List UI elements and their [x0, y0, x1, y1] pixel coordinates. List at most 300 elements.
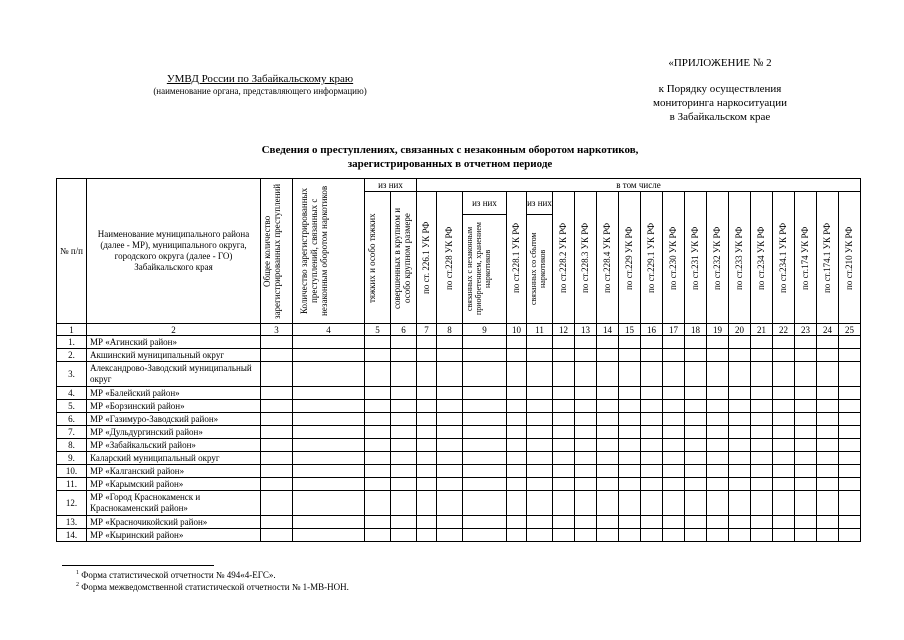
- data-cell[interactable]: [417, 387, 437, 400]
- data-cell[interactable]: [685, 465, 707, 478]
- data-cell[interactable]: [527, 452, 553, 465]
- data-cell[interactable]: [527, 516, 553, 529]
- data-cell[interactable]: [839, 362, 861, 387]
- data-cell[interactable]: [795, 362, 817, 387]
- data-cell[interactable]: [293, 465, 365, 478]
- data-cell[interactable]: [597, 413, 619, 426]
- data-cell[interactable]: [527, 478, 553, 491]
- data-cell[interactable]: [751, 452, 773, 465]
- data-cell[interactable]: [553, 426, 575, 439]
- data-cell[interactable]: [261, 516, 293, 529]
- data-cell[interactable]: [685, 439, 707, 452]
- data-cell[interactable]: [707, 452, 729, 465]
- data-cell[interactable]: [365, 413, 391, 426]
- data-cell[interactable]: [261, 478, 293, 491]
- data-cell[interactable]: [463, 516, 507, 529]
- data-cell[interactable]: [293, 426, 365, 439]
- data-cell[interactable]: [663, 529, 685, 542]
- data-cell[interactable]: [575, 349, 597, 362]
- data-cell[interactable]: [663, 426, 685, 439]
- data-cell[interactable]: [365, 362, 391, 387]
- data-cell[interactable]: [817, 439, 839, 452]
- data-cell[interactable]: [391, 465, 417, 478]
- data-cell[interactable]: [437, 452, 463, 465]
- data-cell[interactable]: [527, 387, 553, 400]
- data-cell[interactable]: [365, 336, 391, 349]
- data-cell[interactable]: [527, 400, 553, 413]
- data-cell[interactable]: [597, 529, 619, 542]
- data-cell[interactable]: [729, 491, 751, 516]
- data-cell[interactable]: [553, 336, 575, 349]
- data-cell[interactable]: [553, 400, 575, 413]
- data-cell[interactable]: [773, 465, 795, 478]
- data-cell[interactable]: [293, 413, 365, 426]
- data-cell[interactable]: [707, 478, 729, 491]
- data-cell[interactable]: [619, 387, 641, 400]
- data-cell[interactable]: [597, 336, 619, 349]
- data-cell[interactable]: [685, 387, 707, 400]
- data-cell[interactable]: [261, 400, 293, 413]
- data-cell[interactable]: [685, 362, 707, 387]
- data-cell[interactable]: [365, 387, 391, 400]
- data-cell[interactable]: [417, 400, 437, 413]
- data-cell[interactable]: [773, 529, 795, 542]
- data-cell[interactable]: [507, 478, 527, 491]
- data-cell[interactable]: [437, 400, 463, 413]
- data-cell[interactable]: [773, 400, 795, 413]
- data-cell[interactable]: [261, 491, 293, 516]
- data-cell[interactable]: [437, 516, 463, 529]
- data-cell[interactable]: [817, 452, 839, 465]
- data-cell[interactable]: [463, 452, 507, 465]
- data-cell[interactable]: [575, 491, 597, 516]
- data-cell[interactable]: [729, 478, 751, 491]
- data-cell[interactable]: [293, 362, 365, 387]
- data-cell[interactable]: [751, 349, 773, 362]
- data-cell[interactable]: [839, 387, 861, 400]
- data-cell[interactable]: [553, 516, 575, 529]
- data-cell[interactable]: [641, 400, 663, 413]
- data-cell[interactable]: [839, 426, 861, 439]
- data-cell[interactable]: [261, 529, 293, 542]
- data-cell[interactable]: [795, 491, 817, 516]
- data-cell[interactable]: [619, 491, 641, 516]
- data-cell[interactable]: [839, 491, 861, 516]
- data-cell[interactable]: [293, 516, 365, 529]
- data-cell[interactable]: [663, 349, 685, 362]
- data-cell[interactable]: [417, 516, 437, 529]
- data-cell[interactable]: [817, 349, 839, 362]
- data-cell[interactable]: [773, 516, 795, 529]
- data-cell[interactable]: [597, 465, 619, 478]
- data-cell[interactable]: [417, 465, 437, 478]
- data-cell[interactable]: [463, 426, 507, 439]
- data-cell[interactable]: [391, 516, 417, 529]
- data-cell[interactable]: [365, 452, 391, 465]
- data-cell[interactable]: [527, 349, 553, 362]
- data-cell[interactable]: [575, 452, 597, 465]
- data-cell[interactable]: [773, 413, 795, 426]
- data-cell[interactable]: [839, 516, 861, 529]
- data-cell[interactable]: [417, 478, 437, 491]
- data-cell[interactable]: [663, 413, 685, 426]
- data-cell[interactable]: [575, 465, 597, 478]
- data-cell[interactable]: [261, 362, 293, 387]
- data-cell[interactable]: [261, 452, 293, 465]
- data-cell[interactable]: [839, 336, 861, 349]
- data-cell[interactable]: [437, 491, 463, 516]
- data-cell[interactable]: [685, 491, 707, 516]
- data-cell[interactable]: [641, 452, 663, 465]
- data-cell[interactable]: [641, 529, 663, 542]
- data-cell[interactable]: [597, 387, 619, 400]
- data-cell[interactable]: [597, 478, 619, 491]
- data-cell[interactable]: [795, 465, 817, 478]
- data-cell[interactable]: [437, 336, 463, 349]
- data-cell[interactable]: [437, 465, 463, 478]
- data-cell[interactable]: [707, 362, 729, 387]
- data-cell[interactable]: [293, 349, 365, 362]
- data-cell[interactable]: [463, 400, 507, 413]
- data-cell[interactable]: [641, 387, 663, 400]
- data-cell[interactable]: [417, 336, 437, 349]
- data-cell[interactable]: [817, 491, 839, 516]
- data-cell[interactable]: [817, 400, 839, 413]
- data-cell[interactable]: [817, 516, 839, 529]
- data-cell[interactable]: [293, 336, 365, 349]
- data-cell[interactable]: [729, 349, 751, 362]
- data-cell[interactable]: [619, 516, 641, 529]
- data-cell[interactable]: [293, 491, 365, 516]
- data-cell[interactable]: [553, 413, 575, 426]
- data-cell[interactable]: [707, 387, 729, 400]
- data-cell[interactable]: [729, 529, 751, 542]
- data-cell[interactable]: [707, 439, 729, 452]
- data-cell[interactable]: [597, 491, 619, 516]
- data-cell[interactable]: [817, 465, 839, 478]
- data-cell[interactable]: [817, 387, 839, 400]
- data-cell[interactable]: [527, 413, 553, 426]
- data-cell[interactable]: [729, 387, 751, 400]
- data-cell[interactable]: [553, 478, 575, 491]
- data-cell[interactable]: [619, 349, 641, 362]
- data-cell[interactable]: [707, 400, 729, 413]
- data-cell[interactable]: [795, 516, 817, 529]
- data-cell[interactable]: [417, 413, 437, 426]
- data-cell[interactable]: [817, 362, 839, 387]
- data-cell[interactable]: [685, 452, 707, 465]
- data-cell[interactable]: [663, 387, 685, 400]
- data-cell[interactable]: [391, 478, 417, 491]
- data-cell[interactable]: [597, 362, 619, 387]
- data-cell[interactable]: [729, 413, 751, 426]
- data-cell[interactable]: [751, 491, 773, 516]
- data-cell[interactable]: [391, 529, 417, 542]
- data-cell[interactable]: [365, 465, 391, 478]
- data-cell[interactable]: [773, 439, 795, 452]
- data-cell[interactable]: [751, 400, 773, 413]
- data-cell[interactable]: [507, 413, 527, 426]
- data-cell[interactable]: [575, 400, 597, 413]
- data-cell[interactable]: [575, 529, 597, 542]
- data-cell[interactable]: [293, 478, 365, 491]
- data-cell[interactable]: [707, 491, 729, 516]
- data-cell[interactable]: [707, 349, 729, 362]
- data-cell[interactable]: [619, 336, 641, 349]
- data-cell[interactable]: [507, 452, 527, 465]
- data-cell[interactable]: [553, 439, 575, 452]
- data-cell[interactable]: [527, 362, 553, 387]
- data-cell[interactable]: [365, 439, 391, 452]
- data-cell[interactable]: [391, 491, 417, 516]
- data-cell[interactable]: [417, 426, 437, 439]
- data-cell[interactable]: [261, 439, 293, 452]
- data-cell[interactable]: [553, 465, 575, 478]
- data-cell[interactable]: [685, 426, 707, 439]
- data-cell[interactable]: [685, 529, 707, 542]
- data-cell[interactable]: [365, 516, 391, 529]
- data-cell[interactable]: [839, 413, 861, 426]
- data-cell[interactable]: [817, 336, 839, 349]
- data-cell[interactable]: [751, 439, 773, 452]
- data-cell[interactable]: [641, 413, 663, 426]
- data-cell[interactable]: [553, 529, 575, 542]
- data-cell[interactable]: [507, 387, 527, 400]
- data-cell[interactable]: [437, 387, 463, 400]
- data-cell[interactable]: [293, 439, 365, 452]
- data-cell[interactable]: [391, 362, 417, 387]
- data-cell[interactable]: [619, 426, 641, 439]
- data-cell[interactable]: [751, 516, 773, 529]
- data-cell[interactable]: [663, 336, 685, 349]
- data-cell[interactable]: [707, 426, 729, 439]
- data-cell[interactable]: [663, 491, 685, 516]
- data-cell[interactable]: [527, 465, 553, 478]
- data-cell[interactable]: [437, 362, 463, 387]
- data-cell[interactable]: [391, 439, 417, 452]
- data-cell[interactable]: [817, 529, 839, 542]
- data-cell[interactable]: [527, 491, 553, 516]
- data-cell[interactable]: [685, 478, 707, 491]
- data-cell[interactable]: [773, 478, 795, 491]
- data-cell[interactable]: [729, 439, 751, 452]
- data-cell[interactable]: [417, 349, 437, 362]
- data-cell[interactable]: [575, 439, 597, 452]
- data-cell[interactable]: [795, 413, 817, 426]
- data-cell[interactable]: [619, 529, 641, 542]
- data-cell[interactable]: [751, 426, 773, 439]
- data-cell[interactable]: [597, 452, 619, 465]
- data-cell[interactable]: [817, 478, 839, 491]
- data-cell[interactable]: [795, 478, 817, 491]
- data-cell[interactable]: [839, 478, 861, 491]
- data-cell[interactable]: [729, 465, 751, 478]
- data-cell[interactable]: [619, 400, 641, 413]
- data-cell[interactable]: [391, 336, 417, 349]
- data-cell[interactable]: [463, 439, 507, 452]
- data-cell[interactable]: [619, 413, 641, 426]
- data-cell[interactable]: [391, 400, 417, 413]
- data-cell[interactable]: [437, 349, 463, 362]
- data-cell[interactable]: [575, 387, 597, 400]
- data-cell[interactable]: [261, 349, 293, 362]
- data-cell[interactable]: [507, 426, 527, 439]
- data-cell[interactable]: [773, 426, 795, 439]
- data-cell[interactable]: [553, 452, 575, 465]
- data-cell[interactable]: [729, 452, 751, 465]
- data-cell[interactable]: [663, 465, 685, 478]
- data-cell[interactable]: [685, 336, 707, 349]
- data-cell[interactable]: [553, 491, 575, 516]
- data-cell[interactable]: [619, 452, 641, 465]
- data-cell[interactable]: [729, 336, 751, 349]
- data-cell[interactable]: [773, 387, 795, 400]
- data-cell[interactable]: [365, 349, 391, 362]
- data-cell[interactable]: [507, 465, 527, 478]
- data-cell[interactable]: [773, 491, 795, 516]
- data-cell[interactable]: [773, 349, 795, 362]
- data-cell[interactable]: [663, 400, 685, 413]
- data-cell[interactable]: [751, 529, 773, 542]
- data-cell[interactable]: [795, 387, 817, 400]
- data-cell[interactable]: [437, 413, 463, 426]
- data-cell[interactable]: [641, 349, 663, 362]
- data-cell[interactable]: [507, 439, 527, 452]
- data-cell[interactable]: [417, 452, 437, 465]
- data-cell[interactable]: [663, 478, 685, 491]
- data-cell[interactable]: [575, 336, 597, 349]
- data-cell[interactable]: [839, 439, 861, 452]
- data-cell[interactable]: [773, 336, 795, 349]
- data-cell[interactable]: [795, 439, 817, 452]
- data-cell[interactable]: [507, 400, 527, 413]
- data-cell[interactable]: [261, 336, 293, 349]
- data-cell[interactable]: [507, 349, 527, 362]
- data-cell[interactable]: [729, 426, 751, 439]
- data-cell[interactable]: [261, 387, 293, 400]
- data-cell[interactable]: [751, 478, 773, 491]
- data-cell[interactable]: [795, 529, 817, 542]
- data-cell[interactable]: [663, 439, 685, 452]
- data-cell[interactable]: [417, 439, 437, 452]
- data-cell[interactable]: [729, 400, 751, 413]
- data-cell[interactable]: [795, 349, 817, 362]
- data-cell[interactable]: [839, 349, 861, 362]
- data-cell[interactable]: [575, 478, 597, 491]
- data-cell[interactable]: [463, 478, 507, 491]
- data-cell[interactable]: [751, 413, 773, 426]
- data-cell[interactable]: [391, 452, 417, 465]
- data-cell[interactable]: [463, 362, 507, 387]
- data-cell[interactable]: [527, 439, 553, 452]
- data-cell[interactable]: [597, 426, 619, 439]
- data-cell[interactable]: [641, 516, 663, 529]
- data-cell[interactable]: [641, 362, 663, 387]
- data-cell[interactable]: [641, 439, 663, 452]
- data-cell[interactable]: [527, 426, 553, 439]
- data-cell[interactable]: [575, 362, 597, 387]
- data-cell[interactable]: [463, 349, 507, 362]
- data-cell[interactable]: [641, 491, 663, 516]
- data-cell[interactable]: [527, 336, 553, 349]
- data-cell[interactable]: [507, 491, 527, 516]
- data-cell[interactable]: [417, 491, 437, 516]
- data-cell[interactable]: [391, 413, 417, 426]
- data-cell[interactable]: [463, 336, 507, 349]
- data-cell[interactable]: [597, 439, 619, 452]
- data-cell[interactable]: [641, 336, 663, 349]
- data-cell[interactable]: [751, 362, 773, 387]
- data-cell[interactable]: [293, 400, 365, 413]
- data-cell[interactable]: [365, 400, 391, 413]
- data-cell[interactable]: [293, 452, 365, 465]
- data-cell[interactable]: [463, 413, 507, 426]
- data-cell[interactable]: [839, 452, 861, 465]
- data-cell[interactable]: [773, 362, 795, 387]
- data-cell[interactable]: [507, 529, 527, 542]
- data-cell[interactable]: [795, 400, 817, 413]
- data-cell[interactable]: [685, 413, 707, 426]
- data-cell[interactable]: [597, 349, 619, 362]
- data-cell[interactable]: [619, 478, 641, 491]
- data-cell[interactable]: [773, 452, 795, 465]
- data-cell[interactable]: [437, 439, 463, 452]
- data-cell[interactable]: [729, 516, 751, 529]
- data-cell[interactable]: [839, 400, 861, 413]
- data-cell[interactable]: [663, 516, 685, 529]
- data-cell[interactable]: [795, 426, 817, 439]
- data-cell[interactable]: [707, 516, 729, 529]
- data-cell[interactable]: [751, 387, 773, 400]
- data-cell[interactable]: [463, 529, 507, 542]
- data-cell[interactable]: [293, 529, 365, 542]
- data-cell[interactable]: [507, 362, 527, 387]
- data-cell[interactable]: [817, 413, 839, 426]
- data-cell[interactable]: [597, 400, 619, 413]
- data-cell[interactable]: [527, 529, 553, 542]
- data-cell[interactable]: [685, 516, 707, 529]
- data-cell[interactable]: [597, 516, 619, 529]
- data-cell[interactable]: [507, 516, 527, 529]
- data-cell[interactable]: [663, 362, 685, 387]
- data-cell[interactable]: [685, 400, 707, 413]
- data-cell[interactable]: [575, 426, 597, 439]
- data-cell[interactable]: [417, 529, 437, 542]
- data-cell[interactable]: [417, 362, 437, 387]
- data-cell[interactable]: [663, 452, 685, 465]
- data-cell[interactable]: [795, 336, 817, 349]
- data-cell[interactable]: [685, 349, 707, 362]
- data-cell[interactable]: [707, 336, 729, 349]
- data-cell[interactable]: [619, 465, 641, 478]
- data-cell[interactable]: [365, 491, 391, 516]
- data-cell[interactable]: [795, 452, 817, 465]
- data-cell[interactable]: [463, 465, 507, 478]
- data-cell[interactable]: [553, 362, 575, 387]
- data-cell[interactable]: [507, 336, 527, 349]
- data-cell[interactable]: [261, 426, 293, 439]
- data-cell[interactable]: [641, 478, 663, 491]
- data-cell[interactable]: [437, 529, 463, 542]
- data-cell[interactable]: [365, 426, 391, 439]
- data-cell[interactable]: [619, 439, 641, 452]
- data-cell[interactable]: [391, 349, 417, 362]
- data-cell[interactable]: [707, 529, 729, 542]
- data-cell[interactable]: [261, 413, 293, 426]
- data-cell[interactable]: [707, 465, 729, 478]
- data-cell[interactable]: [261, 465, 293, 478]
- data-cell[interactable]: [641, 426, 663, 439]
